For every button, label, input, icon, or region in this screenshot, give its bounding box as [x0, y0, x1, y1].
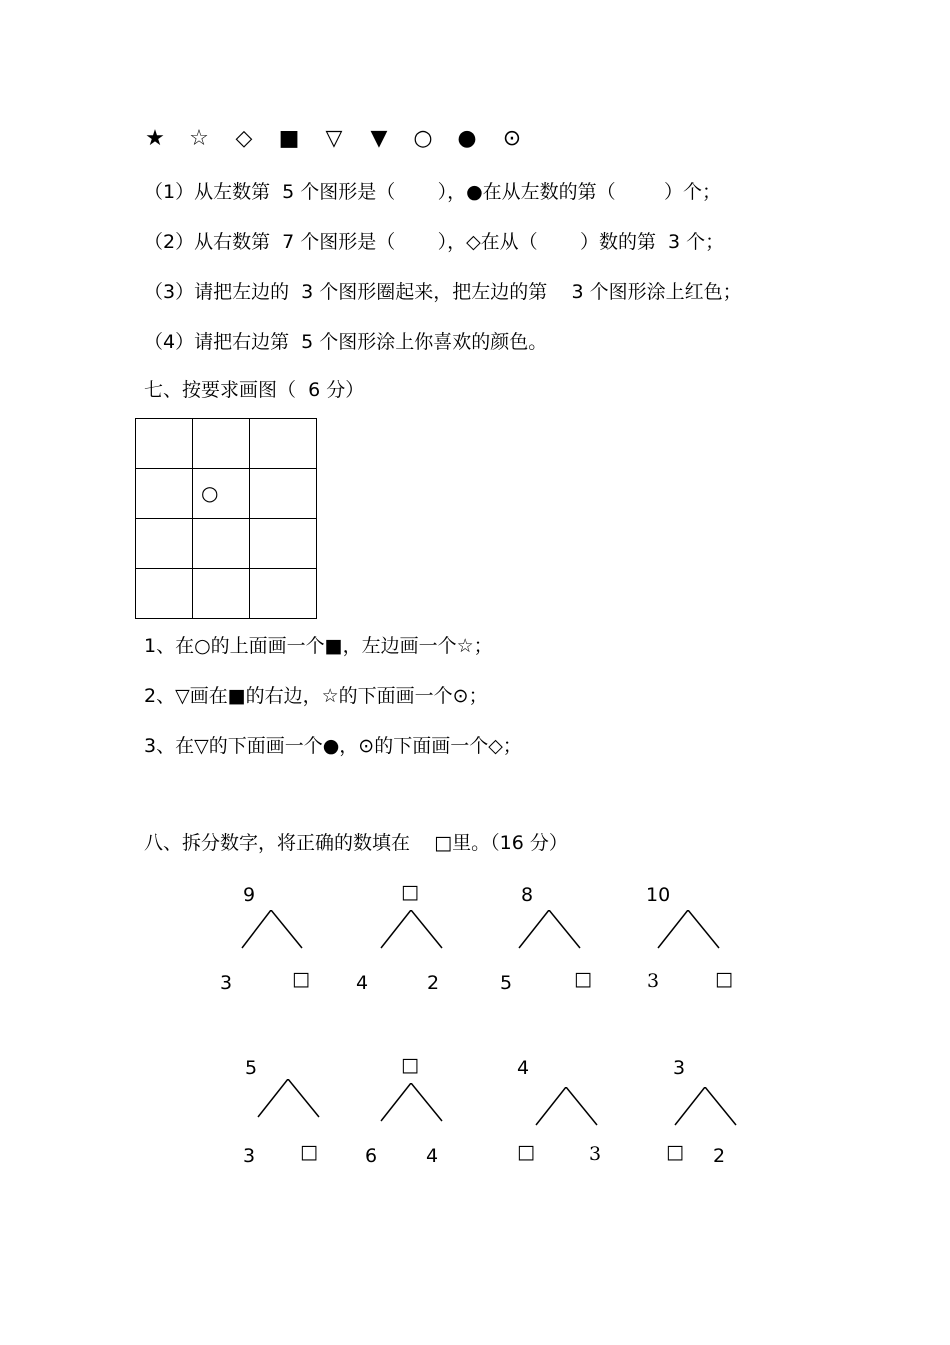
tree-right-value: 2: [427, 972, 440, 994]
number-bond-tree: [645, 884, 765, 994]
number-bond-tree: [355, 881, 475, 994]
number-bond-tree: [364, 1054, 484, 1167]
circle-marker: ○: [201, 481, 219, 505]
tree-right-value[interactable]: □: [574, 968, 592, 990]
question-3: （3）请把左边的 3 个图形圈起来，把左边的第 3 个图形涂上红色；: [144, 281, 742, 303]
question-1: （1）从左数第 5 个图形是（ ），●在从左数的第（ ）个；: [144, 181, 721, 203]
grid-cell-with-circle[interactable]: [193, 469, 250, 519]
tree-top-value: 10: [646, 884, 671, 906]
instruction-2: 2、▽画在■的右边，☆的下面画一个⊙；: [144, 685, 488, 707]
tree-left-value[interactable]: □: [517, 1141, 535, 1163]
diamond-shape: ◇: [235, 126, 253, 151]
tree-top-value: 4: [517, 1057, 530, 1079]
tree-left-value: 5: [500, 972, 513, 994]
number-bond-tree: [666, 1057, 786, 1167]
tree-right-value[interactable]: □: [292, 968, 310, 990]
tree-right-value[interactable]: □: [300, 1141, 318, 1163]
tree-right-value: 2: [713, 1145, 726, 1167]
grid-cell[interactable]: [250, 469, 317, 519]
instruction-3: 3、在▽的下面画一个●，⊙的下面画一个◇；: [144, 735, 522, 757]
tree-left-value: 3: [647, 970, 660, 992]
tree-left-value: 6: [365, 1145, 378, 1167]
tree-top-value: 8: [521, 884, 534, 906]
tree-branches: [515, 1087, 635, 1137]
black-square-shape: ■: [278, 126, 300, 151]
grid-cell[interactable]: [250, 419, 317, 469]
tree-top-value[interactable]: □: [401, 881, 419, 903]
question-4: （4）请把右边第 5 个图形涂上你喜欢的颜色。: [144, 331, 548, 353]
tree-branches: [499, 910, 619, 960]
tree-branches: [220, 910, 340, 960]
tree-left-value[interactable]: □: [666, 1141, 684, 1163]
dotted-circle-shape: ⊙: [502, 126, 522, 151]
number-bond-tree: [242, 1057, 362, 1167]
tree-branches: [355, 910, 475, 960]
tree-right-value[interactable]: □: [715, 968, 733, 990]
black-circle-shape: ●: [457, 126, 477, 151]
grid-cell[interactable]: [250, 569, 317, 619]
grid-cell[interactable]: [193, 569, 250, 619]
section-8-title: 八、拆分数字，将正确的数填在 □里。（16 分）: [144, 832, 568, 854]
tree-left-value: 3: [243, 1145, 256, 1167]
grid-cell[interactable]: [136, 569, 193, 619]
tree-branches: [645, 910, 765, 960]
white-circle-shape: ○: [413, 126, 433, 151]
tree-branches: [242, 1079, 362, 1129]
number-bond-tree: [499, 884, 619, 994]
tree-top-value[interactable]: □: [401, 1054, 419, 1076]
section-7-title: 七、按要求画图（ 6 分）: [144, 379, 365, 401]
tree-branches: [364, 1083, 484, 1133]
grid-cell[interactable]: [136, 519, 193, 569]
grid-cell[interactable]: [250, 519, 317, 569]
drawing-grid: [135, 418, 317, 619]
instruction-1: 1、在○的上面画一个■，左边画一个☆；: [144, 635, 493, 657]
tree-top-value: 9: [243, 884, 256, 906]
grid-cell[interactable]: [193, 519, 250, 569]
black-star-shape: ★: [145, 126, 165, 151]
tree-left-value: 4: [356, 972, 369, 994]
black-triangle-shape: ▼: [370, 126, 388, 151]
grid-cell[interactable]: [136, 469, 193, 519]
tree-right-value: 4: [426, 1145, 439, 1167]
tree-right-value: 3: [589, 1143, 602, 1165]
white-triangle-shape: ▽: [325, 126, 343, 151]
white-star-shape: ☆: [189, 126, 209, 151]
grid-cell[interactable]: [193, 419, 250, 469]
number-bond-tree: [220, 884, 340, 994]
question-2: （2）从右数第 7 个图形是（ ），◇在从（ ）数的第 3 个；: [144, 231, 725, 253]
tree-branches: [666, 1087, 786, 1137]
tree-top-value: 5: [245, 1057, 258, 1079]
number-bond-tree: [515, 1057, 635, 1167]
tree-top-value: 3: [673, 1057, 686, 1079]
grid-cell[interactable]: [136, 419, 193, 469]
tree-left-value: 3: [220, 972, 233, 994]
